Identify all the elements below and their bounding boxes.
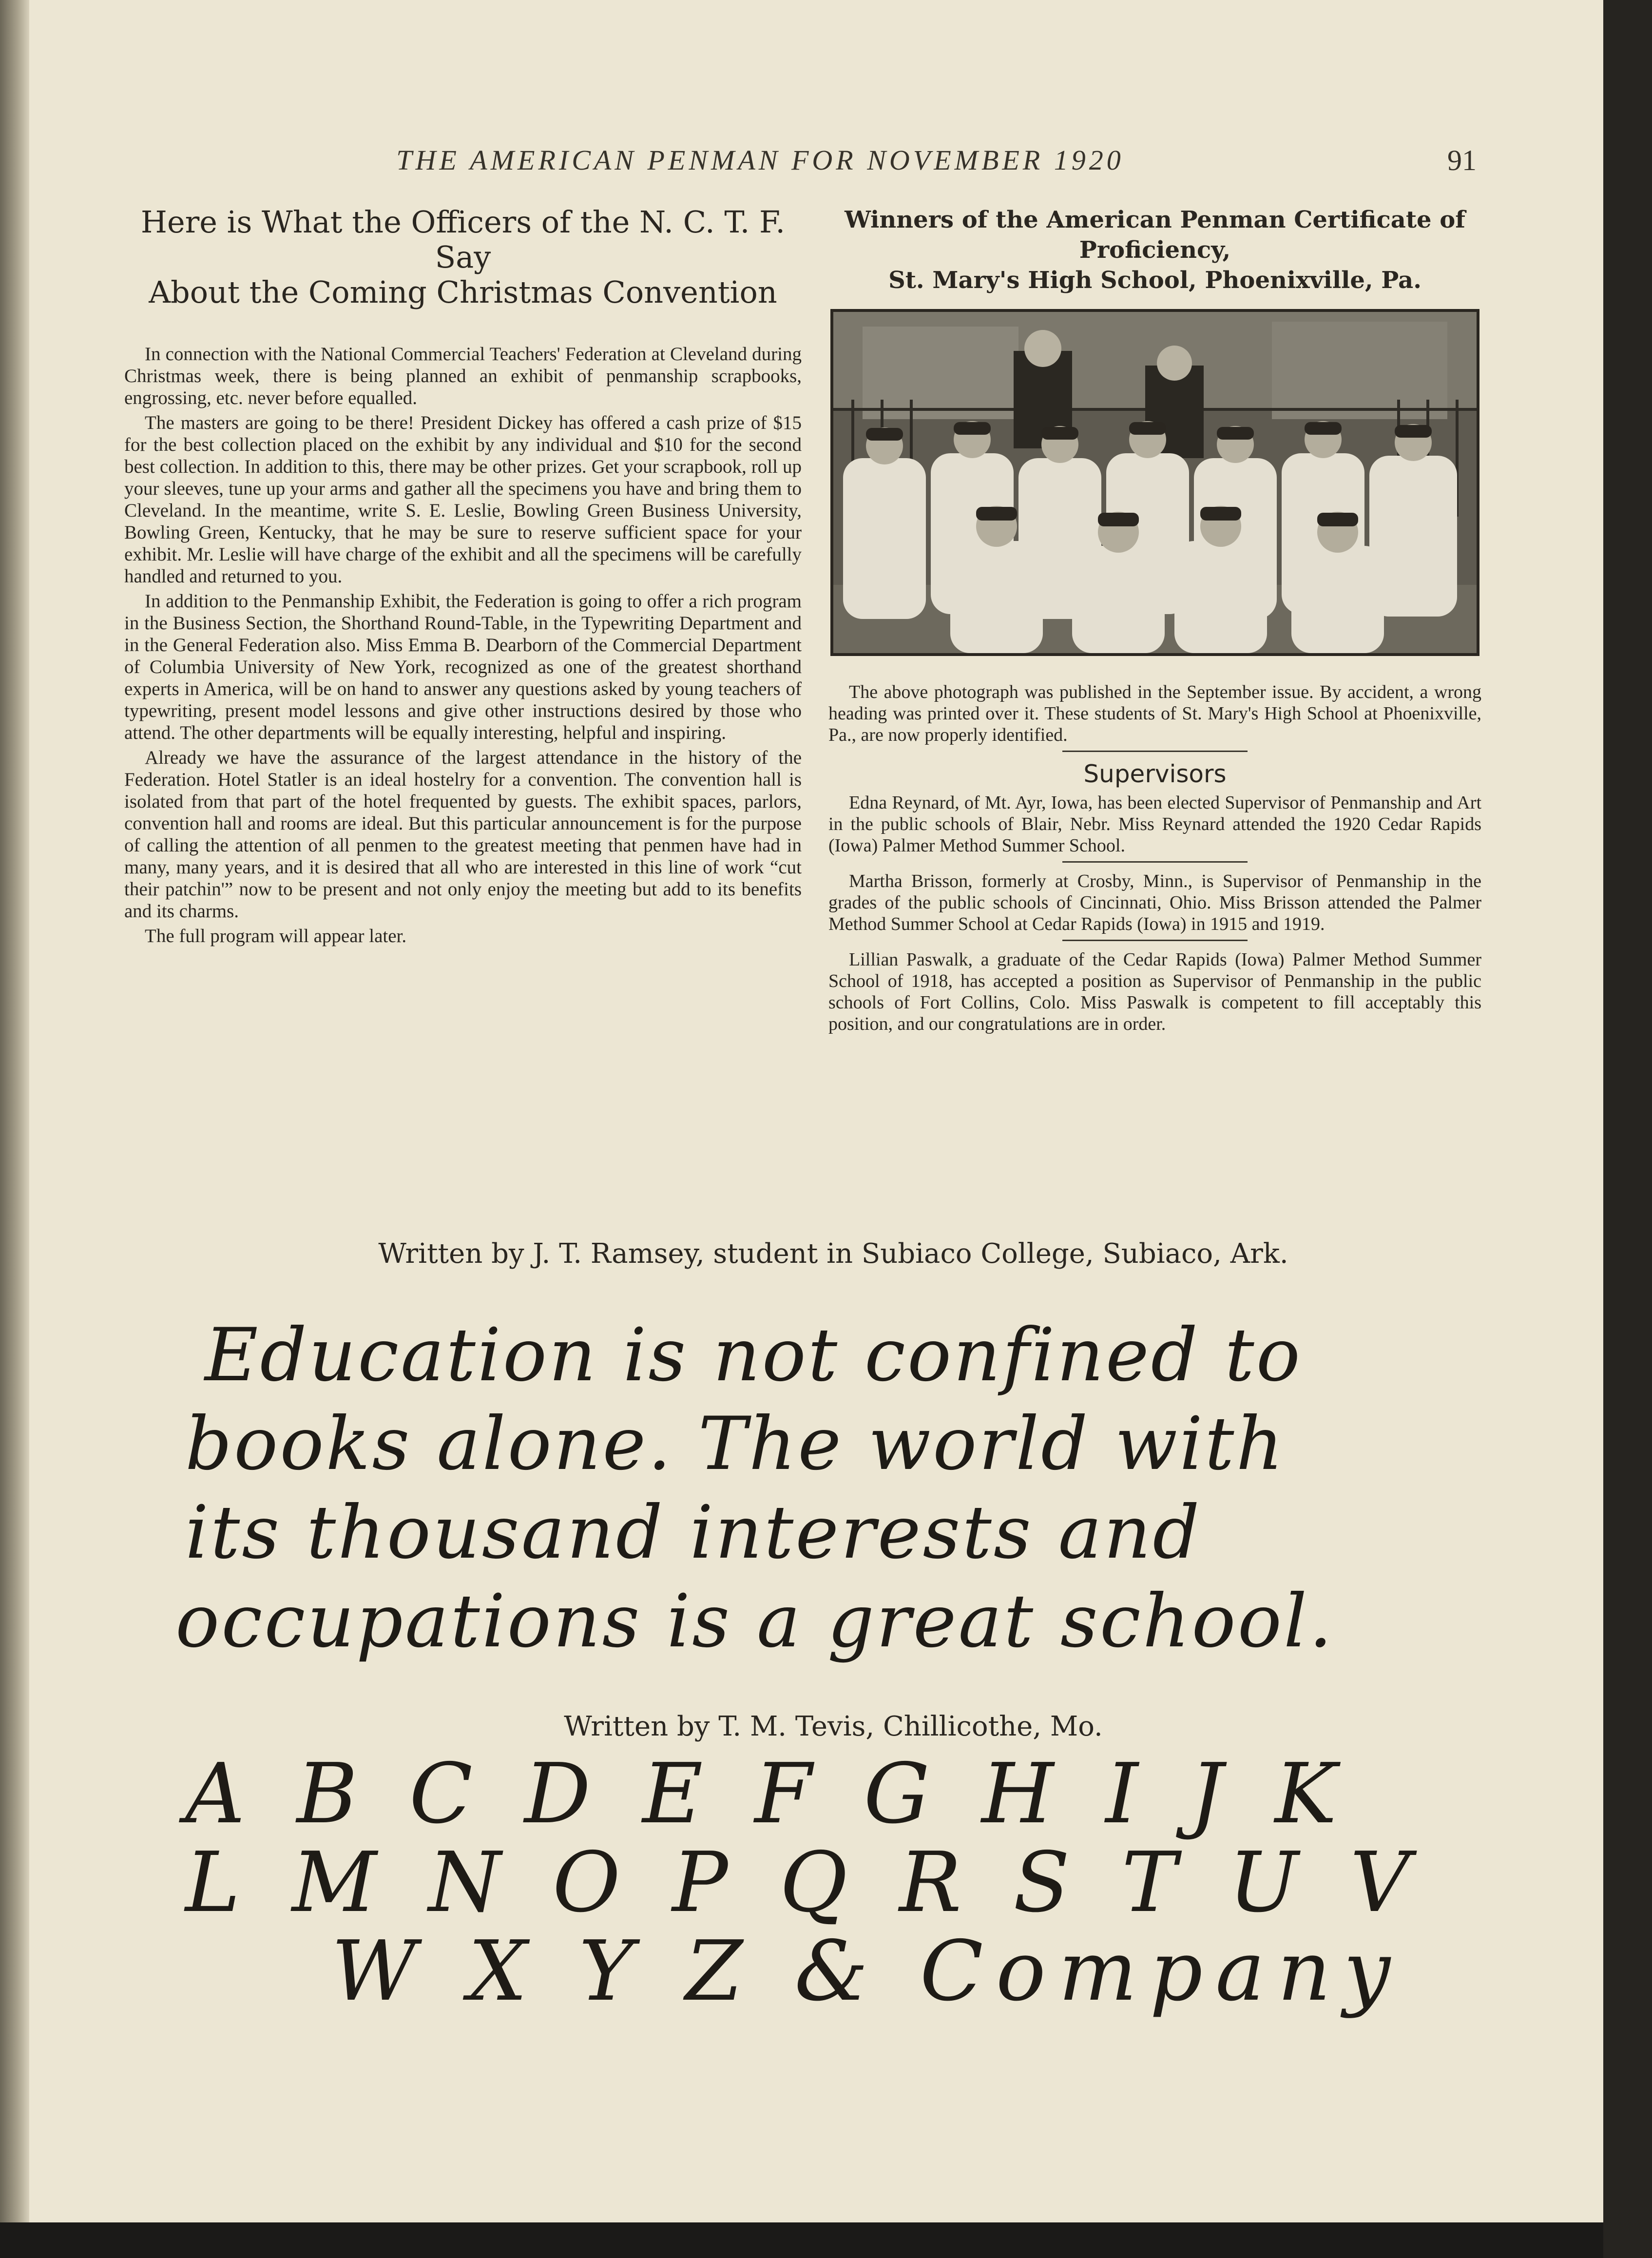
divider-rule [1062, 751, 1248, 752]
left-title-line2: About the Coming Christmas Convention [149, 274, 777, 310]
script-line-3: its thousand interests and [185, 1490, 1202, 1575]
group-photograph [830, 309, 1479, 656]
running-title: THE AMERICAN PENMAN FOR NOVEMBER 1920 [396, 144, 1124, 176]
photo-caption: The above photograph was published in the September issue. By accident, a wrong heading was printed over it. These students of St. Mary's High School at Phoenixville, Pa., are now properly identified. [828, 682, 1481, 745]
specimen2-credit: Written by T. M. Tevis, Chillicothe, Mo. [564, 1711, 1103, 1742]
article-paragraph-1: In connection with the National Commercial Teachers' Federation at Cleveland during Christmas week, there is being planned an exhibit of penmanship scrapbooks, engrossing, etc. never before equalled. [124, 344, 802, 408]
book-binding [0, 0, 29, 2222]
page-number: 91 [1447, 144, 1477, 176]
article-paragraph-5: The full program will appear later. [145, 926, 407, 946]
right-article [828, 205, 1481, 1040]
article-paragraph-3: In addition to the Penmanship Exhibit, the Federation is going to offer a rich program in the Business Section, the Shorthand Round-Table, in the Typewriting Department and in the General Federation also. Miss Emma B. Dearborn of the Commercial Department of Columbia University of New York, recognized as one of the greatest shorthand experts in America, will be on hand to answer any questions asked by young teachers of typewriting, present model lessons and give other instructions desired by those who attend. The other departments will be equally interesting, helpful and inspiring. [124, 591, 802, 743]
supervisor-item-2: Martha Brisson, formerly at Crosby, Minn., is Supervisor of Penmanship in the grades of the public schools of Cincinnati, Ohio. Miss Brisson attended the Palmer Method Summer School at Cedar Rapids (Iowa) in 1915 and 1919. [828, 871, 1481, 934]
right-title-line2: St. Mary's High School, Phoenixville, Pa. [888, 267, 1421, 294]
divider-rule [1062, 861, 1248, 863]
right-title-line1: Winners of the American Penman Certificate of Proficiency, [845, 206, 1465, 264]
script-line-4: occupations is a great school. [175, 1579, 1334, 1664]
right-article-title [828, 205, 1481, 295]
magazine-page [29, 0, 1603, 2222]
left-article-title [124, 205, 802, 310]
photo-illustration [833, 312, 1477, 653]
article-paragraph-2: The masters are going to be there! President Dickey has offered a cash prize of $15 for the best collection placed on the exhibit by any individual and $10 for the second best collection. In addition to this, there may be other prizes. Get your scrapbook, roll up your sleeves, tune up your arms and gather all the specimens you have and bring them to Cleveland. In the meantime, write S. E. Leslie, Bowling Green Business University, Bowling Green, Kentucky, that he may be sure to reserve sufficient space for your exhibit. Mr. Leslie will have charge of the exhibit and all the specimens will be carefully handled and returned to you. [124, 412, 802, 587]
script-line-2: books alone. The world with [185, 1402, 1286, 1486]
supervisor-item-3: Lillian Paswalk, a graduate of the Cedar Rapids (Iowa) Palmer Method Summer School of 1918, has accepted a position as Supervisor of Penmanship in the public schools of Fort Collins, Colo. Miss Paswalk is competent to fill acceptably this position, and our congratulations are in order. [828, 949, 1481, 1034]
script-line-1: Education is not confined to [205, 1313, 1302, 1398]
specimen1-credit: Written by J. T. Ramsey, student in Subiaco College, Subiaco, Ark. [378, 1238, 1288, 1270]
alphabet-line-2: L M N O P Q R S T U V [185, 1834, 1423, 1931]
left-title-line1: Here is What the Officers of the N. C. T. F. Say [140, 204, 786, 275]
divider-rule [1062, 940, 1248, 941]
penmanship-specimen-2 [175, 1746, 1491, 2020]
left-article [124, 205, 802, 950]
alphabet-line-3: W X Y Z & Company [331, 1923, 1403, 2020]
supervisors-heading: Supervisors [1083, 760, 1227, 788]
alphabet-line-1: A B C D E F G H I J K [185, 1746, 1349, 1842]
supervisor-item-1: Edna Reynard, of Mt. Ayr, Iowa, has been elected Supervisor of Penmanship and Art in the public schools of Blair, Nebr. Miss Reynard attended the 1920 Cedar Rapids (Iowa) Palmer Method Summer School. [828, 792, 1481, 856]
page-edge [1603, 0, 1652, 2258]
article-paragraph-4: Already we have the assurance of the largest attendance in the history of the Federation. Hotel Statler is an ideal hostelry for a convention. The convention hall is isolated from that part of the hotel frequented by guests. The exhibit spaces, parlors, convention hall and rooms are ideal. But this particular announcement is for the purpose of calling the attention of all penmen to the greatest meeting that penmen have had in many, many years, and it is desired that all who are interested in this line of work “cut their patchin'” now to be present and not only enjoy the meeting but add to its benefits and its charms. [124, 747, 802, 922]
penmanship-specimen-1 [175, 1311, 1491, 1666]
